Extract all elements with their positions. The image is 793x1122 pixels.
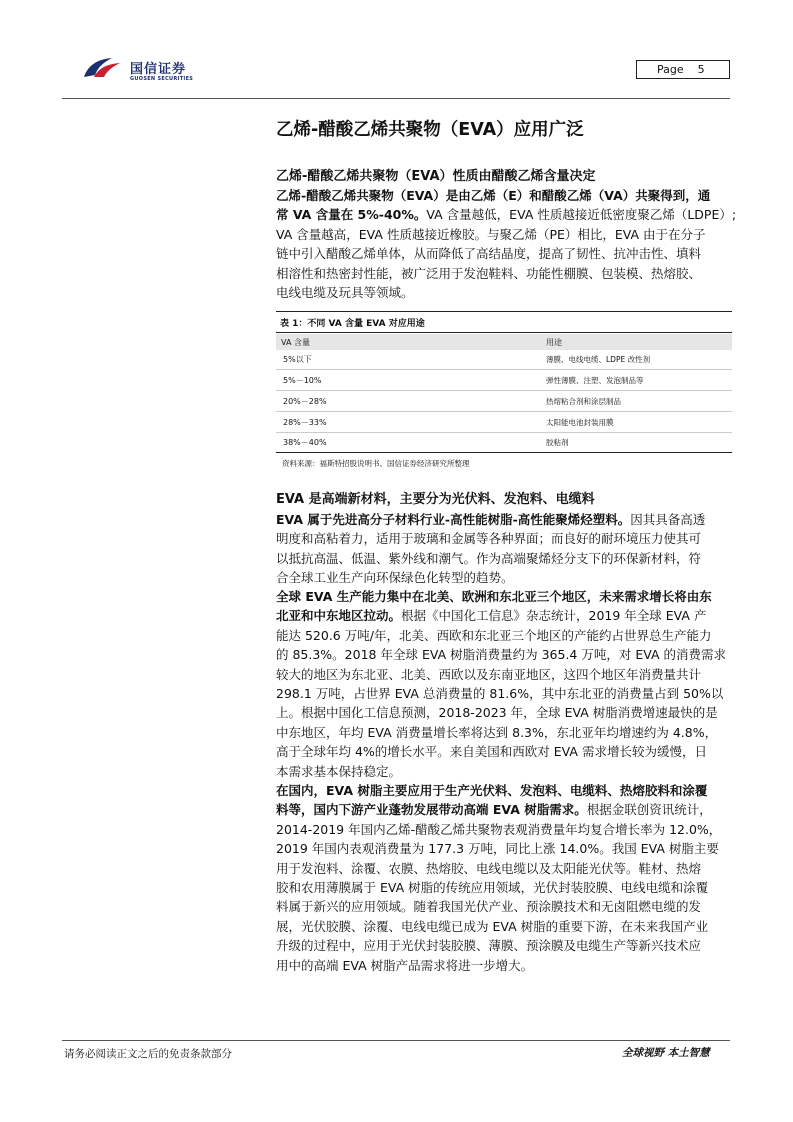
section2-paragraph-3	[276, 781, 732, 975]
body-text: 因其具备高透	[630, 512, 706, 527]
section2-paragraph-2	[276, 587, 732, 781]
section2-heading: EVA 是高端新材料，主要分为光伏料、发泡料、电缆料	[276, 492, 595, 507]
guosen-logo-icon	[82, 55, 122, 81]
table-cell-usage: 太阳能电池封装用膜	[546, 418, 614, 427]
body-text: 中东地区，年均 EVA 消费量增长率将达到 8.3%，东北亚年均增速约为 4.8%，	[276, 724, 718, 740]
table-row-divider	[276, 432, 732, 433]
text-line	[276, 956, 732, 975]
text-line	[276, 839, 732, 858]
body-text: 胶和农用薄膜属于 EVA 树脂的传统应用领域，光伏封装胶膜、电线电缆和涂覆	[276, 880, 709, 896]
table-header-row	[276, 334, 732, 350]
bold-lead-text: 在国内，EVA 树脂主要应用于生产光伏料、发泡料、电缆料、热熔胶料和涂覆	[276, 783, 708, 798]
text-line	[276, 800, 732, 819]
table-cell-usage: 热熔粘合剂和涂层制品	[546, 397, 621, 406]
text-line	[276, 283, 732, 302]
text-line	[276, 897, 732, 916]
section2-paragraph-1	[276, 510, 732, 588]
text-line	[276, 723, 732, 742]
table-cell-va: 5%以下	[283, 355, 312, 364]
text-line	[276, 645, 732, 664]
text-line	[276, 568, 732, 587]
body-text: 高于全球年均 4%的增长水平。来自美国和西欧对 EVA 需求增长较为缓慢，日	[276, 744, 707, 760]
bold-lead-text: 常 VA 含量在 5%-40%。	[276, 207, 427, 223]
text-line	[276, 626, 732, 645]
logo-english-name: GUOSEN SECURITIES	[130, 76, 194, 82]
page-title: 乙烯-醋酸乙烯共聚物（EVA）应用广泛	[276, 120, 584, 140]
table-top-rule	[276, 311, 732, 312]
body-text: 料属于新兴的应用领域。随着我国光伏产业、预涂膜技术和无卤阻燃电缆的发	[276, 899, 702, 915]
body-text: 的 85.3%。2018 年全球 EVA 树脂消费量约为 365.4 万吨，对 EVA 的消费需求	[276, 647, 726, 663]
body-text: 较大的地区为东北亚、北美、西欧以及东南亚地区，这四个地区年消费量共计	[276, 666, 702, 682]
body-text: 本需求基本保持稳定。	[276, 763, 402, 779]
body-text: 升级的过程中，应用于光伏封装胶膜、薄膜、预涂膜及电缆生产等新兴技术应	[276, 938, 702, 954]
page-label: Page	[657, 63, 684, 76]
footer-disclaimer: 请务必阅读正文之后的免责条款部分	[64, 1048, 232, 1060]
table-title: 表 1：不同 VA 含量 EVA 对应用途	[280, 319, 425, 329]
table-cell-va: 28%－33%	[283, 418, 327, 427]
body-text: 上。根据中国化工信息预测，2018-2023 年，全球 EVA 树脂消费增速最快的是	[276, 705, 718, 721]
text-line	[276, 684, 732, 703]
text-line	[276, 742, 732, 761]
text-line	[276, 781, 732, 800]
text-line	[276, 244, 732, 263]
text-line	[276, 186, 732, 205]
body-text: 合全球工业生产向环保绿色化转型的趋势。	[276, 570, 514, 586]
text-line	[276, 529, 732, 548]
header-divider	[62, 98, 730, 99]
text-line	[276, 606, 732, 625]
body-text: 根据《中国化工信息》杂志统计，2019 年全球 EVA 产	[401, 608, 707, 624]
body-text: 以抵抗高温、低温、紫外线和潮气。作为高端聚烯烃分支下的环保新材料，符	[276, 550, 702, 566]
table-source: 资料来源：福斯特招股说明书、国信证券经济研究所整理	[282, 459, 470, 468]
body-text: 2019 年国内表观消费量为 177.3 万吨，同比上涨 14.0%。我国 EVA 树脂主要	[276, 841, 719, 857]
text-line	[276, 878, 732, 897]
body-text: 链中引入醋酸乙烯单体，从而降低了高结晶度，提高了韧性、抗冲击性、填料	[276, 246, 702, 262]
table-title-rule	[276, 332, 732, 333]
body-text: VA 含量越低，EVA 性质越接近低密度聚乙烯（LDPE）;	[426, 207, 737, 223]
text-line	[276, 510, 732, 529]
page-number: 5	[697, 63, 705, 76]
text-line	[276, 264, 732, 283]
body-text: 用于发泡料、涂覆、农膜、热熔胶、电线电缆以及太阳能光伏等。鞋材、热熔	[276, 860, 702, 876]
bold-lead-text: 北亚和中东地区拉动。	[276, 608, 402, 624]
table-row-divider	[276, 411, 732, 412]
bold-lead-text: 乙烯-醋酸乙烯共聚物（EVA）是由乙烯（E）和醋酸乙烯（VA）共聚得到，通	[276, 188, 711, 203]
text-line	[276, 703, 732, 722]
table-header-usage: 用途	[546, 338, 562, 347]
page-indicator	[636, 60, 730, 79]
text-line	[276, 762, 732, 781]
footer-divider	[62, 1040, 730, 1041]
bold-lead-text: 全球 EVA 生产能力集中在北美、欧洲和东北亚三个地区，未来需求增长将由东	[276, 589, 712, 604]
body-text: 2014-2019 年国内乙烯-醋酸乙烯共聚物表观消费量年均复合增长率为 12.0%，	[276, 821, 722, 837]
text-line	[276, 587, 732, 606]
table-cell-usage: 弹性薄膜、注塑、发泡制品等	[546, 376, 644, 385]
bold-lead-text: EVA 属于先进高分子材料行业-高性能树脂-高性能聚烯烃塑料。	[276, 512, 631, 527]
table-cell-usage: 薄膜、电线电缆、LDPE 改性剂	[546, 355, 651, 364]
text-line	[276, 549, 732, 568]
table-cell-va: 5%－10%	[283, 376, 322, 385]
table-cell-va: 38%－40%	[283, 438, 327, 447]
body-text: 相溶性和热密封性能，被广泛用于发泡鞋料、功能性棚膜、包装模、热熔胶、	[276, 265, 702, 281]
body-text: 展，光伏胶膜、涂覆、电线电缆已成为 EVA 树脂的重要下游，在未来我国产业	[276, 918, 709, 934]
table-bottom-rule	[276, 452, 732, 453]
text-line	[276, 205, 737, 224]
text-line	[276, 936, 732, 955]
body-text: 根据金联创资讯统计，	[586, 802, 712, 818]
section1-paragraph	[276, 186, 737, 302]
text-line	[276, 820, 732, 839]
table-cell-va: 20%－28%	[283, 397, 327, 406]
table-header-va: VA 含量	[281, 338, 310, 347]
body-text: 298.1 万吨，占世界 EVA 总消费量的 81.6%，其中东北亚的消费量占到 50%以	[276, 686, 724, 702]
body-text: 电线电缆及玩具等领域。	[276, 285, 414, 301]
text-line	[276, 859, 732, 878]
text-line	[276, 665, 732, 684]
body-text: VA 含量越高，EVA 性质越接近橡胶。与聚乙烯（PE）相比，EVA 由于在分子	[276, 226, 706, 242]
body-text: 用中的高端 EVA 树脂产品需求将进一步增大。	[276, 957, 534, 973]
section1-heading: 乙烯-醋酸乙烯共聚物（EVA）性质由醋酸乙烯含量决定	[276, 169, 596, 184]
logo-chinese-name: 国信证券	[130, 62, 187, 77]
body-text: 能达 520.6 万吨/年，北美、西欧和东北亚三个地区的产能约占世界总生产能力	[276, 627, 712, 643]
text-line	[276, 917, 732, 936]
table-row-divider	[276, 390, 732, 391]
body-text: 明度和高粘着力，适用于玻璃和金属等各种界面；而良好的耐环境压力使其可	[276, 531, 702, 547]
text-line	[276, 225, 732, 244]
table-row-divider	[276, 369, 732, 370]
bold-lead-text: 料等，国内下游产业蓬勃发展带动高端 EVA 树脂需求。	[276, 802, 587, 818]
footer-slogan: 全球视野 本土智慧	[622, 1047, 710, 1059]
table-cell-usage: 胶粘剂	[546, 438, 569, 447]
